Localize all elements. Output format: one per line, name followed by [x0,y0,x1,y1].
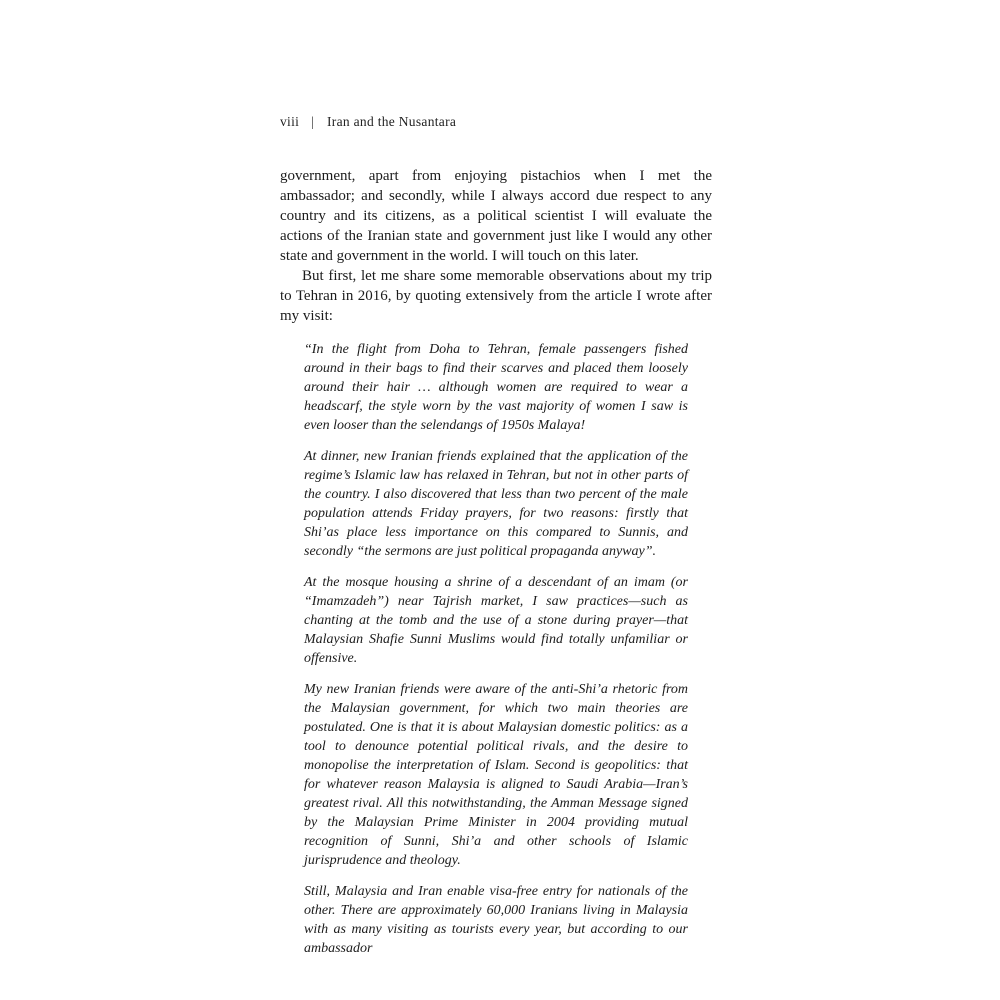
page-text [280,166,712,958]
quote-paragraph: At the mosque housing a shrine of a descendant of an imam (or “Imamzadeh”) near Tajrish market, I saw practices—such as chanting at the tomb and the use of a stone during prayer—that Malaysian Shafie Sunni Muslims would find totally unfamiliar or offensive. [304,575,688,666]
block-quote [304,340,688,958]
page-number: viii [280,114,300,129]
running-header [280,114,712,130]
quote-paragraph: Still, Malaysia and Iran enable visa-free entry for nationals of the other. There are approximately 60,000 Iranians living in Malaysia with as many visiting as tourists every year, but according to our ambassador [304,884,688,956]
quote-paragraph: My new Iranian friends were aware of the anti-Shi’a rhetoric from the Malaysian government, for which two main theories are postulated. One is that it is about Malaysian domestic politics: as a tool to denounce potential political rivals, and the desire to monopolise the interpretation of Islam. Second is geopolitics: that for whatever reason Malaysia is aligned to Saudi Arabia—Iran’s greatest rival. All this notwithstanding, the Amman Message signed by the Malaysian Prime Minister in 2004 providing mutual recognition of Sunni, Shi’a and other schools of Islamic jurisprudence and theology. [304,682,688,868]
running-title: Iran and the Nusantara [327,114,457,129]
body-paragraph: government, apart from enjoying pistachios when I met the ambassador; and secondly, while I always accord due respect to any country and its citizens, as a political scientist I will evaluate the actions of the Iranian state and government just like I would any other state and government in the world. I will touch on this later. [280,168,712,264]
quote-paragraph: “In the flight from Doha to Tehran, female passengers fished around in their bags to find their scarves and placed them loosely around their hair … although women are required to wear a headscarf, the style worn by the vast majority of women I saw is even looser than the selendangs of 1950s Malaya! [304,342,688,433]
header-divider-bar: | [311,114,315,129]
quote-paragraph: At dinner, new Iranian friends explained that the application of the regime’s Islamic law has relaxed in Tehran, but not in other parts of the country. I also discovered that less than two percent of the male population attends Friday prayers, for two reasons: firstly that Shi’as place less importance on this compared to Sunnis, and secondly “the sermons are just political propaganda anyway”. [304,449,688,559]
body-paragraph: But first, let me share some memorable observations about my trip to Tehran in 2016, by quoting extensively from the article I wrote after my visit: [280,268,712,324]
